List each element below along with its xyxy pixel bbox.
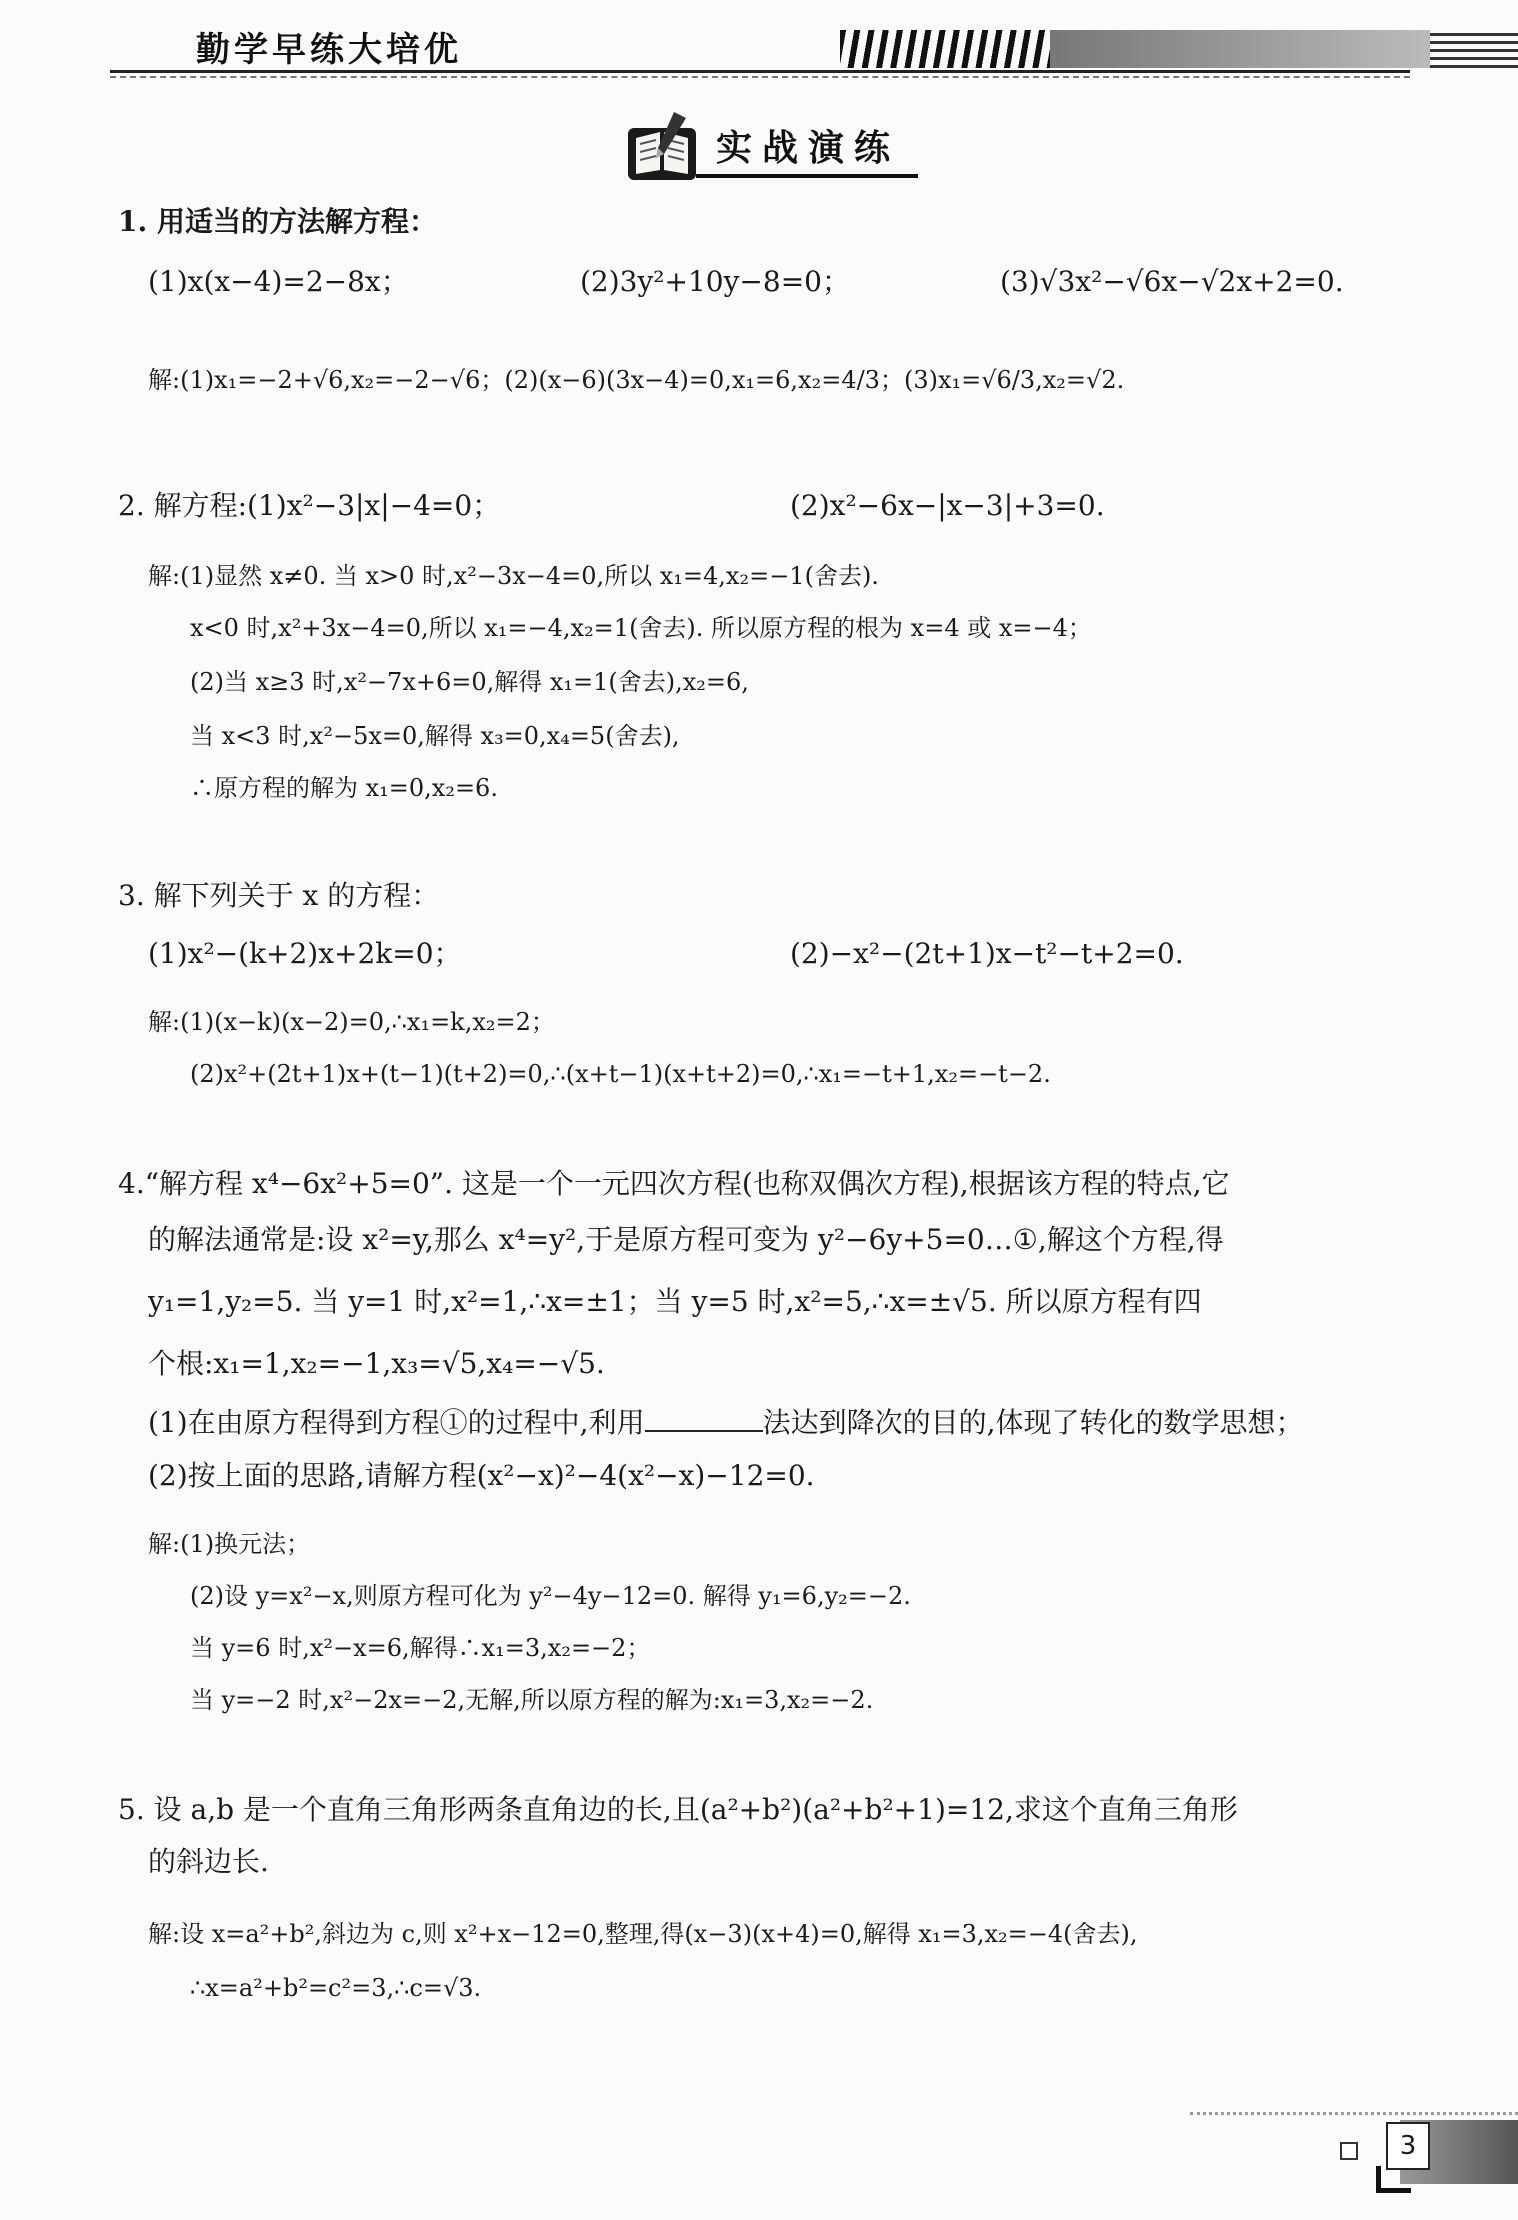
- problem-4-line-3: y₁=1,y₂=5. 当 y=1 时,x²=1,∴x=±1；当 y=5 时,x²=5,∴x=±√5. 所以原方程有四: [148, 1285, 1202, 1318]
- problem-2-answer-line-1: 解:(1)显然 x≠0. 当 x>0 时,x²−3x−4=0,所以 x₁=4,x₂=−1(舍去).: [148, 562, 879, 590]
- problem-5-answer-line-2: ∴x=a²+b²=c²=3,∴c=√3.: [190, 1974, 482, 2002]
- section-title: 实战演练: [716, 128, 901, 169]
- problem-1-part-2: (2)3y²+10y−8=0；: [580, 265, 850, 298]
- problem-5-line-1: 5. 设 a,b 是一个直角三角形两条直角边的长,且(a²+b²)(a²+b²+1)=12,求这个直角三角形: [118, 1793, 1238, 1826]
- footer-small-box: [1340, 2142, 1358, 2160]
- footer-dotted-rule: [1190, 2112, 1518, 2115]
- problem-2-answer-line-2: x<0 时,x²+3x−4=0,所以 x₁=−4,x₂=1(舍去). 所以原方程的根为 x=4 或 x=−4；: [190, 614, 1092, 642]
- problem-2-answer-line-3: (2)当 x≥3 时,x²−7x+6=0,解得 x₁=1(舍去),x₂=6,: [190, 668, 749, 696]
- brand-title: 勤学早练大培优: [196, 30, 462, 70]
- problem-3-part-2: (2)−x²−(2t+1)x−t²−t+2=0.: [790, 937, 1184, 970]
- book-pencil-icon: [624, 108, 700, 184]
- fill-in-blank: [645, 1408, 763, 1432]
- problem-4-answer-line-4: 当 y=−2 时,x²−2x=−2,无解,所以原方程的解为:x₁=3,x₂=−2.: [190, 1686, 874, 1714]
- problem-3-part-1: (1)x²−(k+2)x+2k=0；: [148, 937, 462, 970]
- problem-4-line-2: 的解法通常是:设 x²=y,那么 x⁴=y²,于是原方程可变为 y²−6y+5=0…①,解这个方程,得: [148, 1223, 1224, 1256]
- problem-2-answer-line-5: ∴原方程的解为 x₁=0,x₂=6.: [190, 774, 498, 802]
- section-underline: [696, 174, 918, 178]
- problem-2-part-2: (2)x²−6x−|x−3|+3=0.: [790, 489, 1105, 522]
- problem-4-subquestion-1-before-blank: (1)在由原方程得到方程①的过程中,利用: [148, 1406, 645, 1439]
- header-gradient-bar: [1050, 30, 1430, 68]
- header-dashed-rule: [110, 76, 1410, 78]
- page-number: 3: [1386, 2122, 1430, 2170]
- header-lines-decoration: [1430, 32, 1518, 68]
- problem-1-part-3: (3)√3x²−√6x−√2x+2=0.: [1000, 265, 1344, 298]
- problem-4-answer-line-2: (2)设 y=x²−x,则原方程可化为 y²−4y−12=0. 解得 y₁=6,y₂=−2.: [190, 1582, 911, 1610]
- problem-4-subquestion-1: [148, 1408, 1303, 1437]
- page-header: [0, 0, 1518, 90]
- problem-1-part-1: (1)x(x−4)=2−8x；: [148, 265, 409, 298]
- problem-4-line-1: 4.“解方程 x⁴−6x²+5=0”. 这是一个一元四次方程(也称双偶次方程),根据该方程的特点,它: [118, 1167, 1230, 1200]
- problem-1-answer: 解:(1)x₁=−2+√6,x₂=−2−√6；(2)(x−6)(3x−4)=0,x₁=6,x₂=4/3；(3)x₁=√6/3,x₂=√2.: [148, 366, 1125, 394]
- problem-3-heading: 3. 解下列关于 x 的方程：: [118, 879, 440, 912]
- problem-5-line-2: 的斜边长.: [148, 1845, 269, 1878]
- problem-3-answer-line-1: 解:(1)(x−k)(x−2)=0,∴x₁=k,x₂=2；: [148, 1008, 555, 1036]
- problem-4-subquestion-2: (2)按上面的思路,请解方程(x²−x)²−4(x²−x)−12=0.: [148, 1459, 815, 1492]
- footer-corner-mark: [1376, 2166, 1411, 2193]
- section-heading: [624, 108, 924, 188]
- problem-4-answer-line-1: 解:(1)换元法；: [148, 1530, 311, 1558]
- problem-4-subquestion-1-after-blank: 法达到降次的目的,体现了转化的数学思想；: [762, 1406, 1304, 1439]
- problem-3-answer-line-2: (2)x²+(2t+1)x+(t−1)(t+2)=0,∴(x+t−1)(x+t+2)=0,∴x₁=−t+1,x₂=−t−2.: [190, 1060, 1051, 1088]
- problem-5-answer-line-1: 解:设 x=a²+b²,斜边为 c,则 x²+x−12=0,整理,得(x−3)(x+4)=0,解得 x₁=3,x₂=−4(舍去),: [148, 1920, 1138, 1948]
- problem-2-answer-line-4: 当 x<3 时,x²−5x=0,解得 x₃=0,x₄=5(舍去),: [190, 722, 680, 750]
- problem-1-heading: 1. 用适当的方法解方程：: [118, 205, 437, 238]
- problem-4-line-4: 个根:x₁=1,x₂=−1,x₃=√5,x₄=−√5.: [148, 1347, 605, 1380]
- problem-2-heading: 2. 解方程:(1)x²−3|x|−4=0；: [118, 489, 501, 522]
- header-rule: [110, 70, 1410, 73]
- header-hatch-decoration: [840, 30, 1050, 68]
- problem-4-answer-line-3: 当 y=6 时,x²−x=6,解得∴x₁=3,x₂=−2；: [190, 1634, 651, 1662]
